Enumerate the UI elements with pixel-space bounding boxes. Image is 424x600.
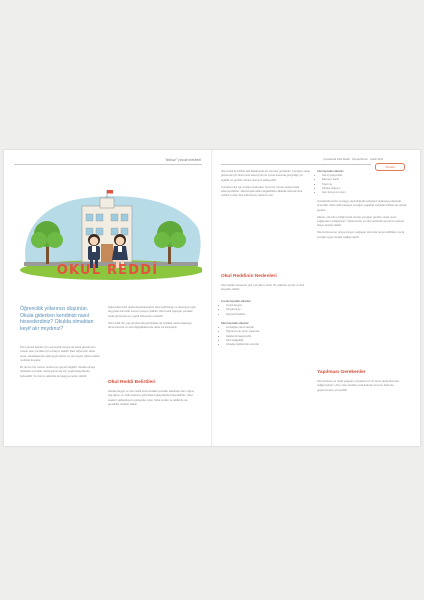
running-head-right: Çocuklarda Okul Reddi · Sosyal Beceri · Aralık 2016 <box>323 158 384 161</box>
paragraph: Çocuklarda korku ve kaygı yaşandığında sebepleri anlamaya çalışmak önemlidir. Okul reddi yaşayan çocuğun yaşadığı zorlukları birlikte ele almak gerekir. <box>317 200 407 212</box>
section-tab: Okulda <box>375 163 405 171</box>
list-cocuk-kaynakli <box>221 300 311 317</box>
paragraph: Okul korkusunun ortaya çıkışını sağlayan durumlar tespit edildikten sonra çocuğa uygun destek sağlanmalıdır. <box>317 231 405 239</box>
list-item: • Aşırı koruyucu tutum <box>322 191 409 195</box>
paragraph: Okul korkusu ve reddi yaşayan çocukların bir an önce okula dönmesi sağlanmalıdır. Uzun süre okuldan uzak kalmak sorunun daha da güçlenmesine yol açabilir. <box>317 380 399 392</box>
left-page <box>4 150 211 446</box>
list-item: • Öğretmen ile sorun yaşamak <box>226 330 311 334</box>
paragraph: Öğrencilerimizle gözlemleyebileceğiniz okul reddi kaygı ve depresyon gibi duygusal durumlar sonucu ortaya çıkabilir. Okul reddi yaşayan çocuklar okula gitmemek için çeşitli bahaneler üretebilir. <box>108 306 196 318</box>
pullquote: Öğrencilik yıllarınızı düşünün. Okula giderken kendinizi nasıl hissederdiniz? Okulda olmaktan keyif alır mıydınız? <box>20 306 94 332</box>
header-rule-left <box>14 164 202 165</box>
list-aile-kaynakli <box>317 170 409 195</box>
list-item: • Depresif belirtiler <box>226 313 311 317</box>
paragraph: Okulda kaygılı ve okul reddi durumundaki çocuklar sabahları karın ağrısı, baş ağrısı ve mide bulantısı gibi fiziksel şikayetlerde bulunabilirler. Okul saatleri yaklaştıkça bu şikayetler artar, hafta sonları ve tatillerde ise genellikle ortadan kalkar. <box>108 390 195 407</box>
right-page <box>213 150 420 446</box>
list-heading: Aile kaynaklı etkenler: <box>317 170 345 173</box>
right-column-1 <box>221 170 311 268</box>
paragraph: Okul reddi tüm yaş gruplarında görülebilse de özellikle okula başlangıç dönemlerinde ve okul değişikliklerinde daha sık karşılaşılır. <box>108 321 192 330</box>
paragraph: Okul reddi ile birlikte aile ilişkilerinde de sorunlar görülebilir. Çocuğun okula gitmemek için direnmesi ebeveynler ile çocuk arasında gerginliğe yol açabilir ve günlük rutinleri olumsuz etkileyebilir. <box>221 170 310 182</box>
list-item: • Ayrılık kaygısı <box>226 304 311 308</box>
nedenler-text <box>221 284 311 298</box>
paragraph: Bu durum her zaman herkes için geçerli değildir. Okulda olmayı reddeden çocuklar, okula gitmemek için çeşitli şikayetlerde bulunabilir; bu durum ailelerde de kaygıya neden olabilir. <box>20 366 96 378</box>
yapilmasi-text <box>317 380 409 438</box>
heading-nedenler: Okul Reddinin Nedenleri <box>221 274 277 279</box>
belirtiler-text <box>108 390 196 438</box>
heading-belirtiler: Okul Reddi Belirtileri <box>108 380 156 385</box>
left-column-1 <box>20 346 102 438</box>
magazine-spread <box>4 150 420 446</box>
running-head-left: "dokuz" çocuk merkezi <box>164 158 201 162</box>
right-column-2 <box>317 200 409 364</box>
list-item: • Arkadaş ilişkilerinde sorunlar <box>226 343 311 347</box>
paragraph: Okul gitmek bazıları için çok keyifli olmaya da okula gitmek kimi zaman bazı çocuklar için zorlayıcı olabilir. Bazı öğrenciler okulu sever, arkadaşlarıyla vakit geçirmekten ve yeni şeyler öğrenmekten mutluluk duyarlar. <box>20 346 100 363</box>
list-item: • Taşınma <box>322 183 409 187</box>
heading-yapilmasi: Yapılması Gerekenler <box>317 370 366 375</box>
list-okul-kaynakli <box>221 322 311 347</box>
list-item: • Kardeş doğumu <box>322 187 409 191</box>
list-item: • Aile içi çatışmalar <box>322 174 409 178</box>
article-title: OKUL REDDİ <box>56 263 159 278</box>
paragraph: Ailenin, okul ile iş birliği içinde olması çocuğun yeniden okula uyum sağlamasını kolaylaştırır. Öğretmenler ve okul rehberlik servisi bu süreçte aileye destek olabilir. <box>317 215 405 228</box>
list-item: • Akademik başarısızlık <box>226 335 311 339</box>
paragraph: Çocuklar okul için endişe içindeyken bunu her zaman açıkça ifade edemeyebilirler. Davranışlarındaki değişiklikleri dikkatle izlemek okul reddinin erken fark edilmesine yardımcı olur. <box>221 185 303 198</box>
list-item: • Okul değişikliği <box>226 339 311 343</box>
list-item: • Sosyal kaygı <box>226 308 311 312</box>
list-item: • Zorbalığa maruz kalmak <box>226 326 311 330</box>
header-rule-right <box>221 164 371 165</box>
left-column-2 <box>108 306 196 374</box>
list-item: • Ebeveyn kaybı <box>322 178 409 182</box>
list-heading: Okul kaynaklı etkenler: <box>221 322 250 325</box>
list-heading: Çocuk kaynaklı etkenler: <box>221 300 252 303</box>
paragraph: Okul reddini oluşturan pek çok etken vardır. Bu etkenler çocuk ve okul kaynaklı olabilir. <box>221 284 305 292</box>
